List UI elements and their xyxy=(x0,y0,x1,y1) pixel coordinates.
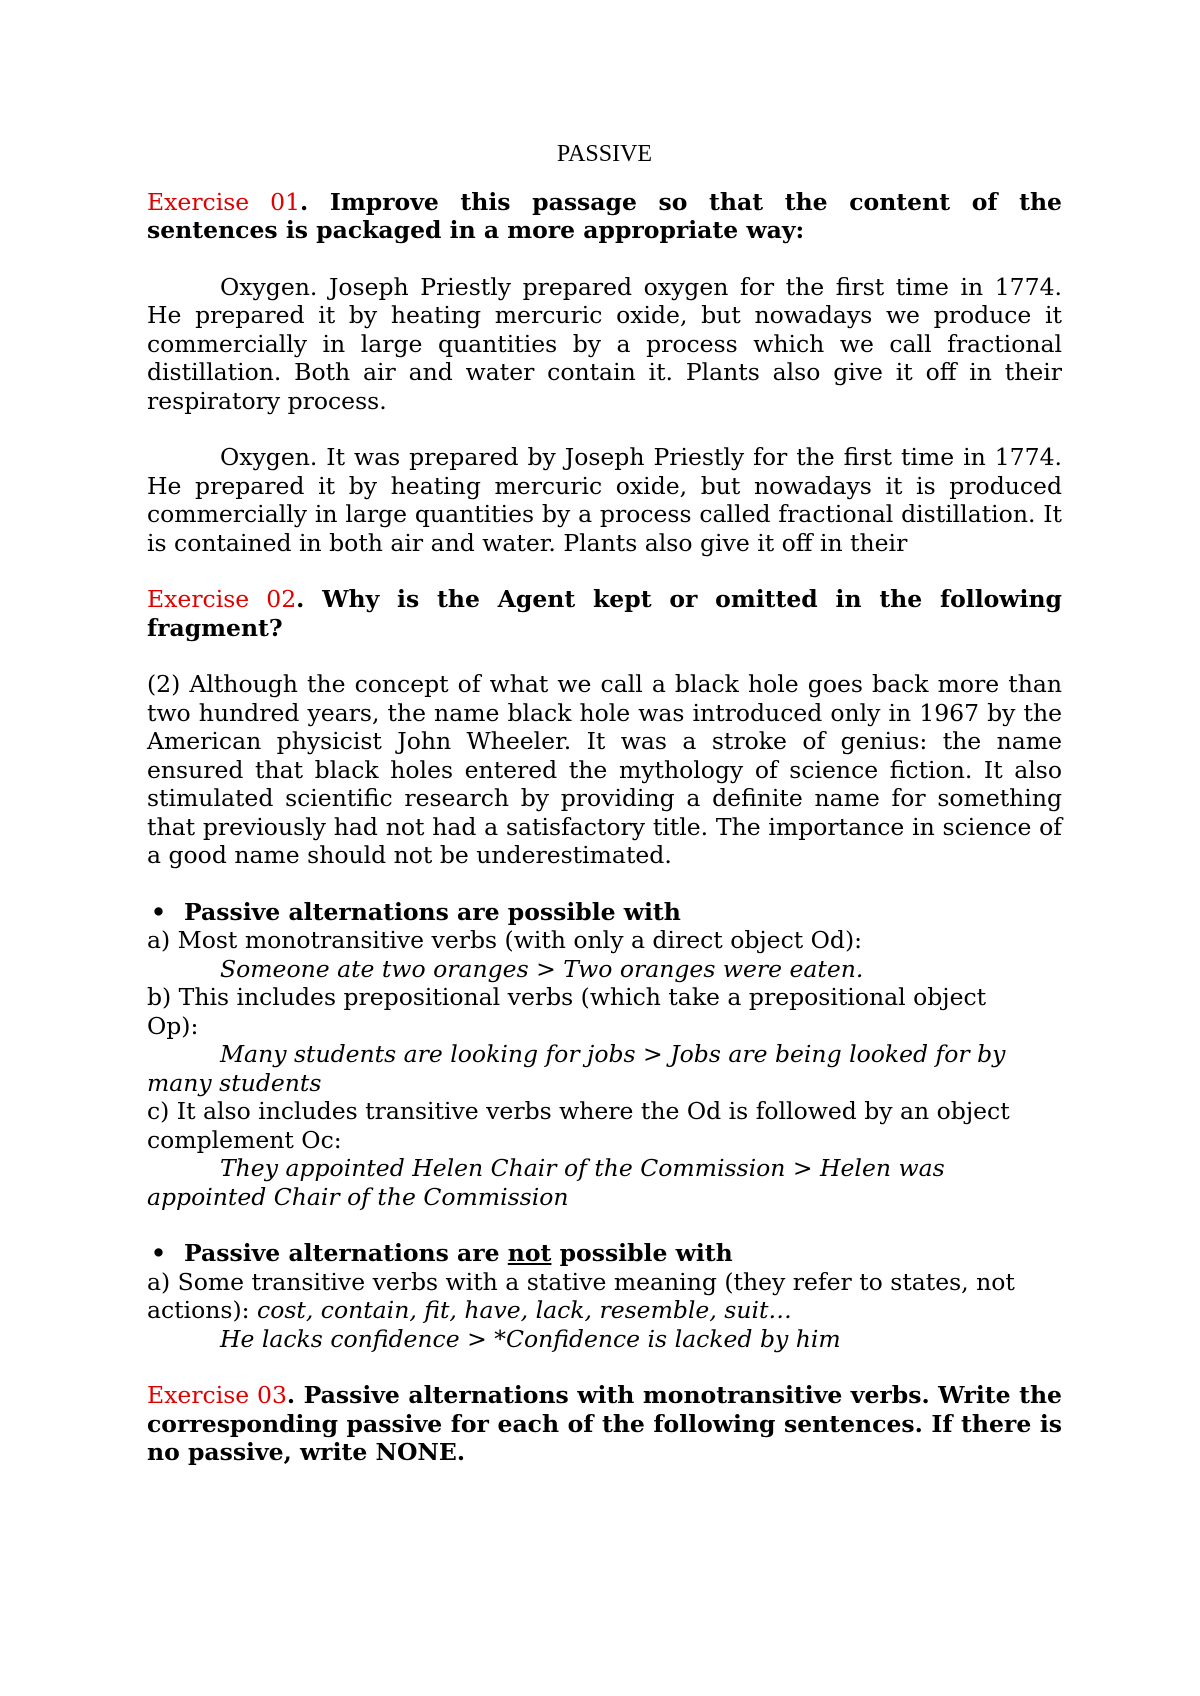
exercise-1-original-passage: Oxygen. Joseph Priestly prepared oxygen for the first time in 1774. He prepared it by heating mercuric oxide, but nowadays we produce it commercially in large quantities by a process which we call fractional distillation. Both air and water contain it. Plants also give it off in their respiratory process. xyxy=(147,272,1062,415)
exercise-2-passage: (2) Although the concept of what we call a black hole goes back more than two hundred years, the name black hole was introduced only in 1967 by the American physicist John Wheeler. It was a stroke of genius: the name ensured that black holes entered the mythology of science fiction. It also stimulated scientific research by providing a definite name for something that previously had not had a satisfactory title. The importance in science of a good name should not be underestimated. xyxy=(147,670,1062,869)
possible-example-c-line1: They appointed Helen Chair of the Commission > Helen was xyxy=(220,1154,945,1182)
possible-example-c-line2: appointed Chair of the Commission xyxy=(147,1182,569,1211)
exercise-3-heading xyxy=(147,1381,1062,1467)
possible-item-b-line2: Op): xyxy=(147,1011,199,1040)
exercise-3-instruction: . Passive alternations with monotransitive verbs. Write the corresponding passive for each of the following sentences. If there is no passive, write NONE. xyxy=(147,1381,1062,1466)
bullet-icon: • xyxy=(151,897,167,926)
possible-item-b-line1: b) This includes prepositional verbs (which take a prepositional object xyxy=(147,983,987,1011)
possible-example-b-line2: many students xyxy=(147,1068,322,1097)
not-possible-item-a-line2: actions): cost, contain, fit, have, lack, resemble, suit… xyxy=(147,1296,792,1324)
exercise-1-instruction: . Improve this passage so that the content of the sentences is packaged in a more appropriate way: xyxy=(147,187,1062,244)
not-possible-item-a-line1: a) Some transitive verbs with a stative meaning (they refer to states, not xyxy=(147,1267,1015,1296)
exercise-2-heading xyxy=(147,585,1062,642)
exercise-1-answer-passage: Oxygen. It was prepared by Joseph Priestly for the first time in 1774. He prepared it by heating mercuric oxide, but nowadays it is produced commercially in large quantities by a process called fractional distillation. It is contained in both air and water. Plants also give it off in their xyxy=(147,443,1062,557)
possible-example-b-line1: Many students are looking for jobs > Jobs are being looked for by xyxy=(220,1040,1006,1068)
exercise-1-label: Exercise 01 xyxy=(147,187,301,216)
document-page xyxy=(147,140,1062,1467)
possible-item-a: a) Most monotransitive verbs (with only a direct object Od): xyxy=(147,926,863,954)
possible-item-c-line2: complement Oc: xyxy=(147,1125,342,1154)
possible-item-c-line1: c) It also includes transitive verbs where the Od is followed by an object xyxy=(147,1097,1010,1125)
underlined-not: not xyxy=(507,1239,552,1267)
not-possible-example-a: He lacks confidence > *Confidence is lacked by him xyxy=(220,1324,841,1353)
exercise-3-label: Exercise 03 xyxy=(147,1381,287,1409)
bullet-icon: • xyxy=(151,1239,167,1267)
not-possible-heading: • Passive alternations are not possible with xyxy=(151,1239,733,1267)
exercise-2-instruction: . Why is the Agent kept or omitted in the following fragment? xyxy=(147,585,1062,642)
exercise-1-heading xyxy=(147,188,1062,245)
possible-heading xyxy=(147,898,1062,927)
exercise-2-label: Exercise 02 xyxy=(147,585,297,613)
page-title: PASSIVE xyxy=(556,141,653,167)
possible-heading-text: Passive alternations are possible with xyxy=(184,897,681,926)
possible-example-a: Someone ate two oranges > Two oranges were eaten. xyxy=(220,954,864,983)
